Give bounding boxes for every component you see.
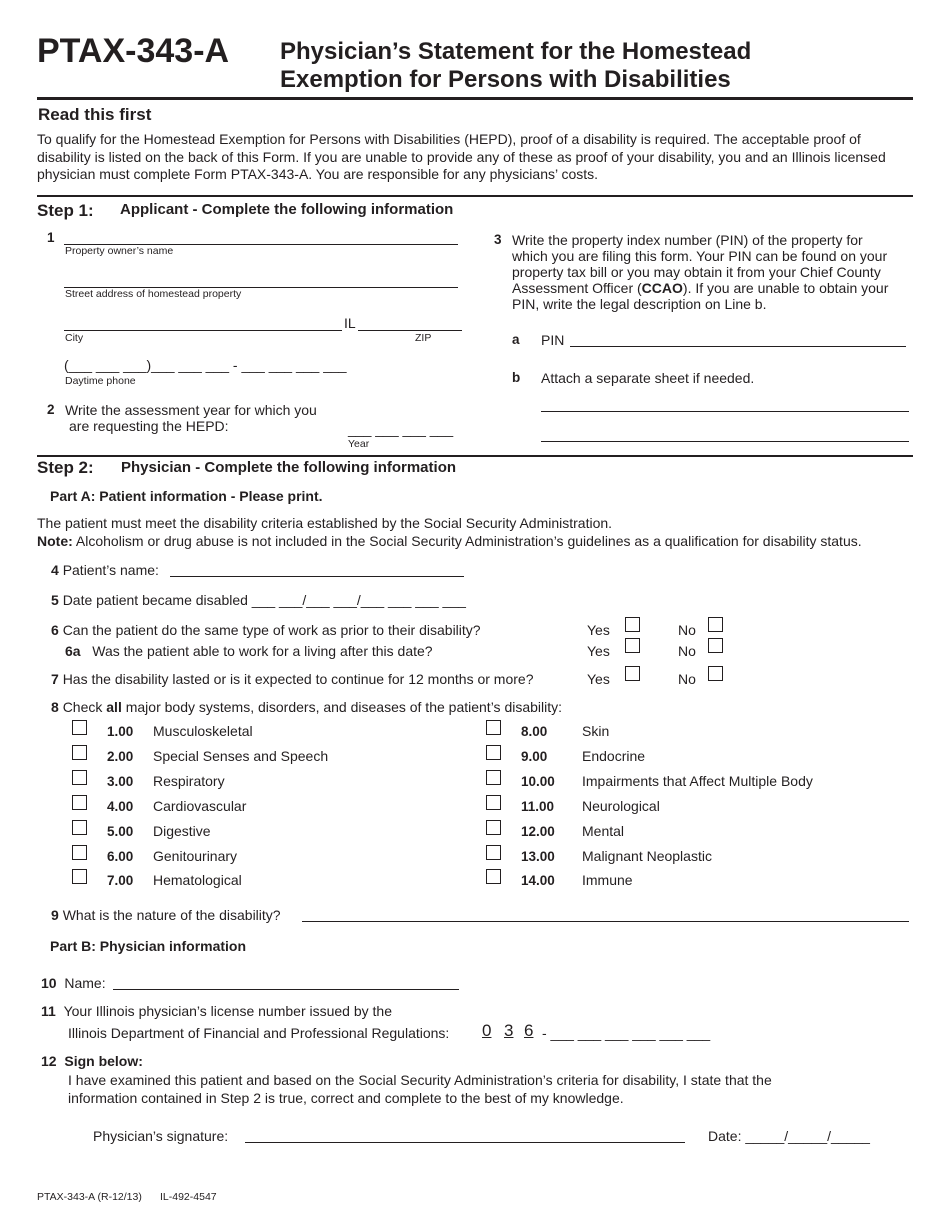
body-system-checkbox[interactable] <box>486 745 501 760</box>
body-system-name: Neurological <box>582 798 660 814</box>
line3a-label: a <box>512 332 520 347</box>
signature-label: Physician’s signature: <box>93 1128 229 1144</box>
line1-number: 1 <box>47 230 55 245</box>
line3-number: 3 <box>494 232 502 247</box>
line3b-text: Attach a separate sheet if needed. <box>541 370 755 386</box>
q6-no-checkbox[interactable] <box>708 617 723 632</box>
license-number-field[interactable]: - ___ ___ ___ ___ ___ ___ <box>542 1025 711 1041</box>
body-system-name: Endocrine <box>582 748 646 764</box>
q8-row: 8 Check all major body systems, disorders, and diseases of the patient’s disability: <box>51 699 563 715</box>
street-address-caption: Street address of homestead property <box>65 288 242 300</box>
body-system-checkbox[interactable] <box>486 720 501 735</box>
q6a-yes-label: Yes <box>587 643 610 659</box>
intro-rule <box>37 195 913 197</box>
phone-caption: Daytime phone <box>65 375 136 387</box>
form-title-line2: Exemption for Persons with Disabilities <box>280 66 731 93</box>
pin-field[interactable] <box>570 346 906 347</box>
legal-description-line-1[interactable] <box>541 411 909 412</box>
q6-no-label: No <box>678 622 696 638</box>
q6a-no-checkbox[interactable] <box>708 638 723 653</box>
license-digit-1: 0 <box>482 1021 492 1040</box>
q12-text-a: I have examined this patient and based on the Social Security Administration’s criteria for disability, I state that the <box>68 1072 772 1088</box>
patient-name-field[interactable] <box>170 576 464 577</box>
body-system-name: Digestive <box>153 823 211 839</box>
q5-row[interactable]: 5 Date patient became disabled ___ ___/___ ___/___ ___ ___ ___ <box>51 592 466 608</box>
body-system-code: 13.00 <box>521 849 555 864</box>
line3b-label: b <box>512 370 521 385</box>
body-system-name: Cardiovascular <box>153 798 247 814</box>
q6-row: 6 Can the patient do the same type of work as prior to their disability? <box>51 622 481 638</box>
license-digit-2: 3 <box>504 1021 514 1040</box>
partA-heading: Part A: Patient information - Please print. <box>50 488 323 504</box>
line3-text-d: Assessment Officer (CCAO). If you are unable to obtain your <box>512 280 889 296</box>
q6-yes-label: Yes <box>587 622 610 638</box>
body-system-checkbox[interactable] <box>72 820 87 835</box>
body-system-code: 14.00 <box>521 873 555 888</box>
zip-field[interactable] <box>358 330 462 331</box>
owner-name-caption: Property owner’s name <box>65 245 174 257</box>
body-system-checkbox[interactable] <box>72 720 87 735</box>
step1-title: Applicant - Complete the following information <box>120 201 454 218</box>
q11-row: 11 Your Illinois physician’s license number issued by the <box>41 1003 392 1019</box>
line3-text-e: PIN, write the legal description on Line b. <box>512 296 767 312</box>
body-system-name: Immune <box>582 872 633 888</box>
q6a-row: 6a Was the patient able to work for a living after this date? <box>65 643 433 659</box>
line2-text-b: are requesting the HEPD: <box>69 418 229 434</box>
q10-row: 10 Name: <box>41 975 106 991</box>
body-system-code: 4.00 <box>107 799 134 814</box>
line3-text-b: which you are filing this form. Your PIN can be found on your <box>512 248 888 264</box>
form-number: PTAX-343-A <box>37 32 230 70</box>
q4-row: 4 Patient’s name: <box>51 562 159 578</box>
note-text: Note: Alcoholism or drug abuse is not included in the Social Security Administration’s guidelines as a qualification for disability status. <box>37 533 862 549</box>
body-system-code: 8.00 <box>521 724 548 739</box>
line3a-text: PIN <box>541 332 565 348</box>
disability-nature-field[interactable] <box>302 921 909 922</box>
body-system-code: 2.00 <box>107 749 134 764</box>
state-value: IL <box>344 315 356 331</box>
body-system-name: Skin <box>582 723 610 739</box>
q6-yes-checkbox[interactable] <box>625 617 640 632</box>
body-system-name: Respiratory <box>153 773 225 789</box>
body-system-checkbox[interactable] <box>486 845 501 860</box>
phone-field[interactable]: (___ ___ ___)___ ___ ___ - ___ ___ ___ ___ <box>64 357 347 373</box>
q12-row: 12 Sign below: <box>41 1053 143 1069</box>
step2-label: Step 2: <box>37 458 94 477</box>
partB-heading: Part B: Physician information <box>50 938 247 954</box>
step1-rule <box>37 455 913 457</box>
body-system-checkbox[interactable] <box>72 869 87 884</box>
header-rule <box>37 97 913 100</box>
body-system-name: Special Senses and Speech <box>153 748 329 764</box>
q11-text-b: Illinois Department of Financial and Professional Regulations: <box>68 1025 450 1041</box>
step2-title: Physician - Complete the following information <box>121 459 457 476</box>
line2-text-a: Write the assessment year for which you <box>65 402 317 418</box>
body-system-checkbox[interactable] <box>72 770 87 785</box>
body-system-name: Mental <box>582 823 625 839</box>
body-system-name: Musculoskeletal <box>153 723 253 739</box>
line3-text-a: Write the property index number (PIN) of the property for <box>512 232 863 248</box>
q9-row: 9 What is the nature of the disability? <box>51 907 281 923</box>
body-system-code: 10.00 <box>521 774 555 789</box>
q7-yes-checkbox[interactable] <box>625 666 640 681</box>
license-digit-3: 6 <box>524 1021 534 1040</box>
physician-signature-field[interactable] <box>245 1142 685 1143</box>
q12-text-b: information contained in Step 2 is true, correct and complete to the best of my knowledge. <box>68 1090 624 1106</box>
body-system-name: Malignant Neoplastic <box>582 848 712 864</box>
city-caption: City <box>65 332 84 344</box>
body-system-checkbox[interactable] <box>72 845 87 860</box>
intro-heading: Read this first <box>38 105 152 124</box>
footer-form-rev: PTAX-343-A (R-12/13) <box>37 1191 142 1203</box>
body-system-code: 9.00 <box>521 749 548 764</box>
city-field[interactable] <box>64 330 342 331</box>
footer-form-id: IL-492-4547 <box>160 1191 217 1203</box>
body-system-checkbox[interactable] <box>72 745 87 760</box>
q7-yes-label: Yes <box>587 671 610 687</box>
physician-name-field[interactable] <box>113 989 459 990</box>
body-system-name: Genitourinary <box>153 848 238 864</box>
year-caption: Year <box>348 438 370 450</box>
q7-no-label: No <box>678 671 696 687</box>
body-system-checkbox[interactable] <box>486 770 501 785</box>
legal-description-line-2[interactable] <box>541 441 909 442</box>
criteria-text: The patient must meet the disability criteria established by the Social Security Administration. <box>37 515 613 531</box>
body-system-code: 11.00 <box>521 799 555 814</box>
body-system-code: 12.00 <box>521 824 555 839</box>
zip-caption: ZIP <box>415 332 432 344</box>
body-system-checkbox[interactable] <box>486 795 501 810</box>
body-system-code: 7.00 <box>107 873 134 888</box>
body-system-checkbox[interactable] <box>486 869 501 884</box>
body-system-code: 5.00 <box>107 824 134 839</box>
line2-number: 2 <box>47 402 55 417</box>
q7-no-checkbox[interactable] <box>708 666 723 681</box>
body-system-checkbox[interactable] <box>72 795 87 810</box>
signature-date-field[interactable]: Date: _____/_____/_____ <box>708 1128 870 1144</box>
body-system-code: 6.00 <box>107 849 134 864</box>
body-system-code: 3.00 <box>107 774 134 789</box>
body-system-code: 1.00 <box>107 724 134 739</box>
form-title-line1: Physician’s Statement for the Homestead <box>280 38 752 65</box>
assessment-year-field[interactable]: ___ ___ ___ ___ <box>348 421 454 437</box>
line3-text-c: property tax bill or you may obtain it from your Chief County <box>512 264 881 280</box>
intro-text: To qualify for the Homestead Exemption for Persons with Disabilities (HEPD), proof of a disability is required. The acceptable proof of disability is listed on the back of this Form. If you are unable to provide any of these as proof of your disability, you and an Illinois licensed physician must complete Form PTAX-343-A. You are responsible for any physicians’ costs. <box>37 131 886 182</box>
body-system-checkbox[interactable] <box>486 820 501 835</box>
q6a-yes-checkbox[interactable] <box>625 638 640 653</box>
q6a-no-label: No <box>678 643 696 659</box>
body-system-name: Impairments that Affect Multiple Body <box>582 773 813 789</box>
body-system-name: Hematological <box>153 872 242 888</box>
q7-row: 7 Has the disability lasted or is it expected to continue for 12 months or more? <box>51 671 534 687</box>
step1-label: Step 1: <box>37 201 94 220</box>
